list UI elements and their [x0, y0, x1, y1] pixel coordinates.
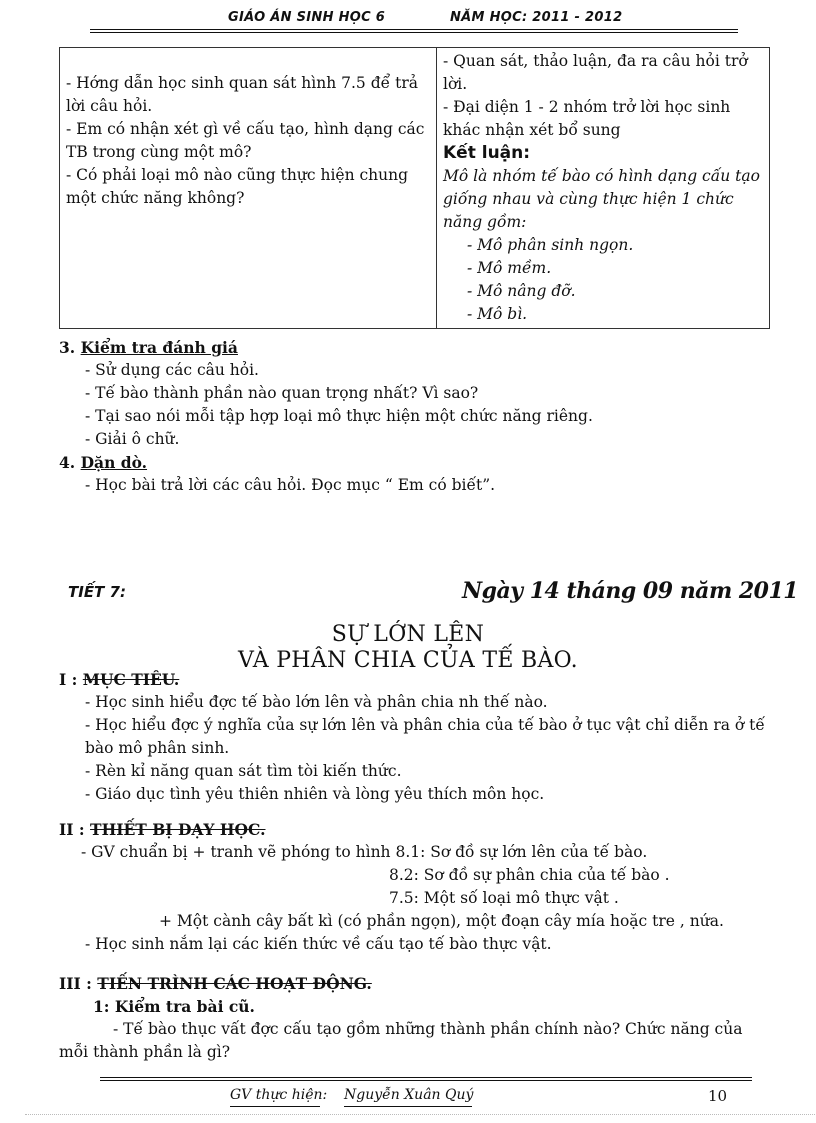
part-number: I : [59, 670, 78, 689]
lesson-date: Ngày 14 tháng 09 năm 2011 [462, 578, 799, 604]
part-equipment [59, 818, 773, 956]
tissue-list-item: - Mô mềm. [467, 259, 552, 277]
part-title: THIẾT BỊ DẠY HỌC. [90, 820, 266, 839]
part-process [59, 972, 773, 1064]
page-footer [100, 1077, 752, 1117]
list-item: - Giáo dục tình yêu thiên nhiên và lòng yêu thích môn học. [85, 785, 545, 803]
lesson-title-line1: SỰ LỚN LÊN [331, 622, 485, 647]
table-row [60, 48, 770, 329]
teacher-step: - Có phải loại mô nào cũng thực hiện chung một chức năng không? [66, 166, 409, 207]
list-item: - Sử dụng các câu hỏi. [85, 361, 259, 379]
part-title: TIẾN TRÌNH CÁC HOẠT ĐỘNG. [97, 974, 372, 993]
footer-dotted-line [25, 1114, 816, 1115]
part-number: II : [59, 820, 85, 839]
section-assessment [59, 336, 773, 497]
student-activity-cell [437, 48, 770, 329]
section-number: 3. [59, 338, 76, 357]
list-item: - Tế bào thành phần nào quan trọng nhất? Vì sao? [85, 384, 479, 402]
list-item: - Học bài trả lời các câu hỏi. Đọc mục “ Em có biết”. [85, 476, 496, 494]
footer-teacher-label: GV thực hiện: [230, 1087, 328, 1103]
header-rule-thin [90, 32, 738, 33]
list-item: 8.2: Sơ đồ sự phân chia của tế bào . [389, 866, 670, 884]
part-heading [59, 668, 773, 691]
list-item: - Học hiểu đợc ý nghĩa của sự lớn lên và phân chia của tế bào ở tục vật chỉ diễn ra ở tế bào mô phân sinh. [85, 716, 765, 757]
list-item: - Tế bào thục vất đợc cấu tạo gồm những thành phần chính nào? Chức năng của mỗi thành phần là gì? [59, 1020, 743, 1061]
header-rule [90, 29, 738, 30]
section-heading [59, 451, 773, 474]
part-number: III : [59, 974, 92, 993]
footer-teacher-name: Nguyễn Xuân Quý [344, 1087, 474, 1103]
tissue-list-item: - Mô nâng đỡ. [467, 282, 576, 300]
list-item: - Học sinh hiểu đợc tế bào lớn lên và phân chia nh thế nào. [85, 693, 548, 711]
list-item: + Một cành cây bất kì (có phần ngọn), một đoạn cây mía hoặc tre , nứa. [159, 912, 724, 930]
activity-table [59, 47, 770, 329]
list-item: - Giải ô chữ. [85, 430, 180, 448]
student-step: - Quan sát, thảo luận, đa ra câu hỏi trở lời. [443, 52, 748, 93]
teacher-activity-cell [60, 48, 437, 329]
lesson-title-line2: VÀ PHÂN CHIA CỦA TẾ BÀO. [238, 648, 578, 673]
list-item: - Học sinh nắm lại các kiến thức về cấu tạo tế bào thực vật. [85, 935, 552, 953]
header-school-year: NĂM HỌC: 2011 - 2012 [450, 10, 623, 25]
section-heading [59, 336, 773, 359]
list-item: - Rèn kỉ năng quan sát tìm tòi kiến thức. [85, 762, 402, 780]
list-item: - Tại sao nói mỗi tập hợp loại mô thực hiện một chức năng riêng. [85, 407, 593, 425]
footer-rule [100, 1077, 752, 1078]
footer-label-underline [230, 1106, 320, 1107]
teacher-step: - Hớng dẫn học sinh quan sát hình 7.5 để trả lời câu hỏi. [66, 74, 418, 115]
footer-rule-thin [100, 1080, 752, 1081]
list-item: - GV chuẩn bị + tranh vẽ phóng to hình 8.1: Sơ đồ sự lớn lên của tế bào. [81, 843, 648, 861]
part-heading [59, 818, 773, 841]
header-subject: GIÁO ÁN SINH HỌC 6 [228, 10, 386, 25]
page-header [90, 8, 738, 30]
list-item: 7.5: Một số loại mô thực vật . [389, 889, 619, 907]
part-objectives [59, 668, 773, 806]
section-number: 4. [59, 453, 76, 472]
tissue-list-item: - Mô bì. [467, 305, 528, 323]
teacher-step: - Em có nhận xét gì về cấu tạo, hình dạng các TB trong cùng một mô? [66, 120, 425, 161]
subsection-title: 1: Kiểm tra bài cũ. [93, 997, 255, 1016]
conclusion-title: Kết luận: [443, 143, 531, 163]
conclusion-text: Mô là nhóm tế bào có hình dạng cấu tạo giống nhau và cùng thực hiện 1 chức năng gồm: [443, 167, 760, 231]
page-number: 10 [708, 1087, 728, 1105]
footer-name-underline [344, 1106, 472, 1107]
student-step: - Đại diện 1 - 2 nhóm trở lời học sinh khác nhận xét bổ sung [443, 98, 731, 139]
section-title: Kiểm tra đánh giá [80, 338, 238, 357]
part-heading [59, 972, 773, 995]
section-title: Dặn dò. [80, 453, 148, 472]
lesson-number: TIẾT 7: [68, 583, 126, 601]
part-title: MỤC TIÊU. [82, 670, 180, 689]
tissue-list-item: - Mô phân sinh ngọn. [467, 236, 634, 254]
